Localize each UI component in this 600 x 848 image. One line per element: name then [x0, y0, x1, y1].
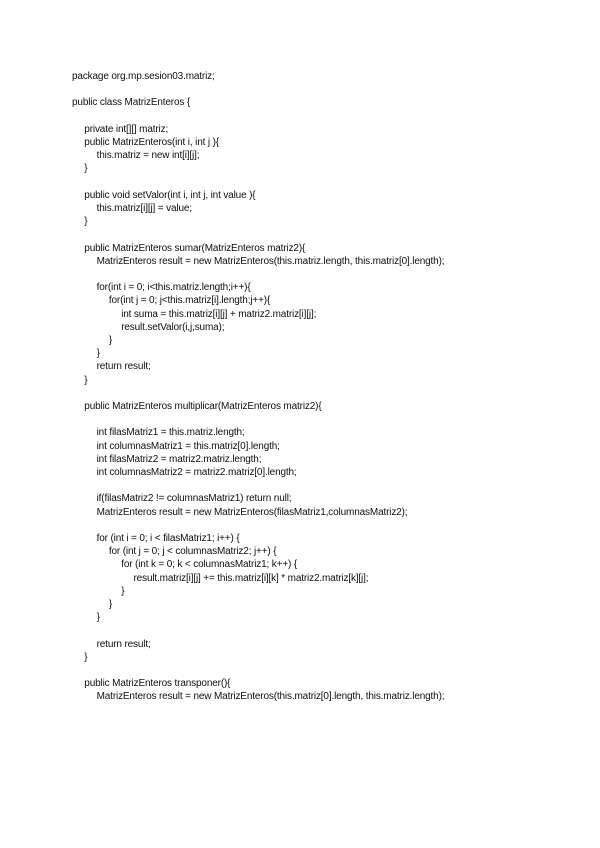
code-line: private int[][] matriz; — [84, 123, 169, 135]
code-line: } — [96, 348, 100, 360]
code-line: } — [84, 216, 88, 228]
code-line: this.matriz[i][j] = value; — [96, 203, 192, 214]
code-line: return result; — [96, 361, 151, 373]
code-line: public class MatrizEnteros { — [72, 97, 191, 109]
code-line: for(int j = 0; j<this.matriz[i].length;j++){ — [108, 295, 271, 307]
code-line: this.matriz = new int[i][j]; — [96, 150, 200, 162]
code-line: int filasMatriz2 = matriz2.matriz.length; — [96, 453, 262, 465]
code-line: } — [108, 599, 113, 610]
code-line: } — [84, 163, 88, 175]
code-line: if(filasMatriz2 != columnasMatriz1) return null; — [96, 493, 292, 505]
code-line: } — [121, 585, 125, 597]
code-line: public void setValor(int i, int j, int value ){ — [84, 189, 256, 201]
code-line: public MatrizEnteros transponer(){ — [84, 678, 231, 690]
code-line: public MatrizEnteros(int i, int j ){ — [84, 137, 219, 148]
code-line: result.setValor(i,j,suma); — [121, 321, 225, 333]
code-line: for(int i = 0; i<this.matriz.length;i++){ — [96, 282, 251, 294]
code-line: for (int j = 0; j < columnasMatriz2; j++) { — [108, 546, 277, 558]
code-line: int columnasMatriz2 = matriz2.matriz[0].length; — [96, 467, 297, 478]
code-line: } — [108, 335, 113, 346]
code-line: for (int i = 0; i < filasMatriz1; i++) { — [96, 533, 240, 544]
code-line: public MatrizEnteros sumar(MatrizEnteros matriz2){ — [84, 242, 306, 254]
code-line: int columnasMatriz1 = this.matriz[0].length; — [96, 440, 280, 452]
code-line: result.matriz[i][j] += this.matriz[i][k] * matriz2.matriz[k][j]; — [133, 572, 369, 584]
code-line: MatrizEnteros result = new MatrizEnteros(this.matriz[0].length, this.matriz.length); — [96, 691, 445, 703]
code-line: int suma = this.matriz[i][j] + matriz2.matriz[i][j]; — [121, 308, 317, 320]
code-line: public MatrizEnteros multiplicar(MatrizEnteros matriz2){ — [84, 401, 322, 412]
code-line: MatrizEnteros result = new MatrizEnteros(this.matriz.length, this.matriz[0].length); — [96, 255, 445, 267]
code-line: for (int k = 0; k < columnasMatriz1; k++) { — [121, 559, 298, 571]
code-line: } — [84, 651, 88, 663]
code-line: package org.mp.sesion03.matriz; — [72, 71, 215, 82]
code-line: } — [96, 612, 100, 624]
code-line: } — [84, 374, 88, 386]
code-line: return result; — [96, 638, 151, 650]
code-line: int filasMatriz1 = this.matriz.length; — [96, 427, 245, 439]
code-line: MatrizEnteros result = new MatrizEnteros(filasMatriz1,columnasMatriz2); — [96, 506, 408, 518]
